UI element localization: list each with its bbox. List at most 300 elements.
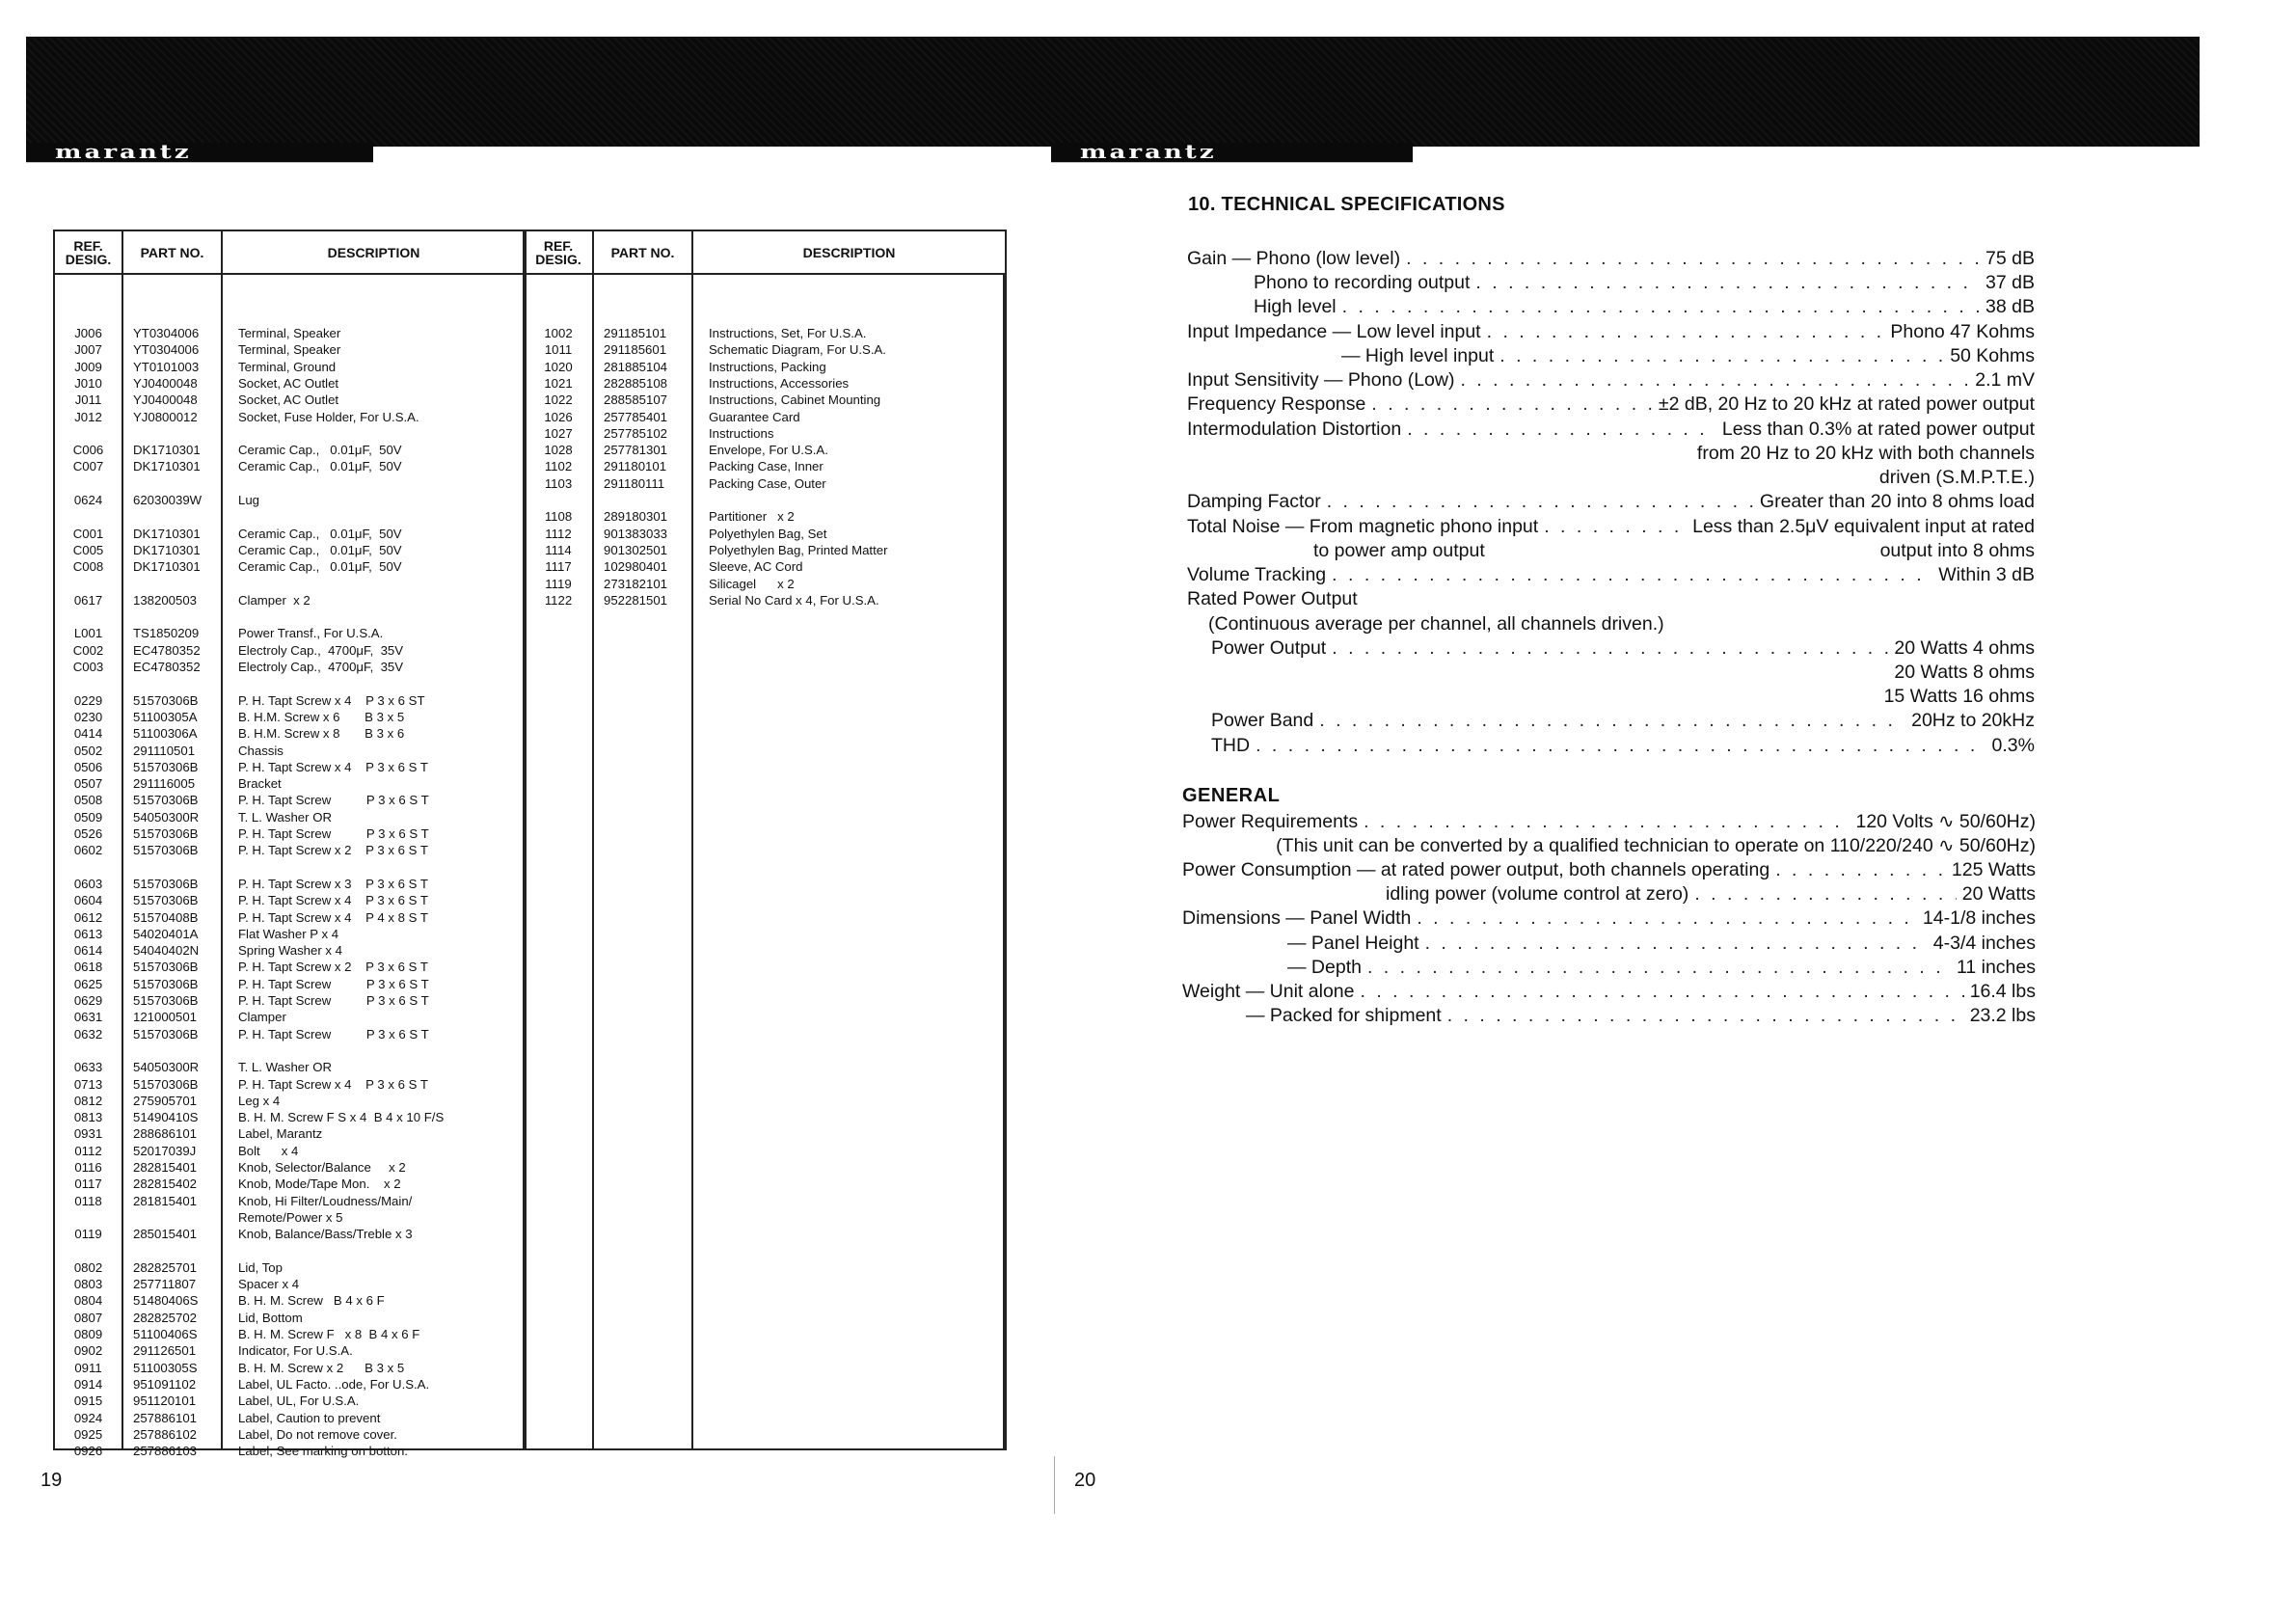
part-no-cell: EC4780352 xyxy=(133,642,201,658)
ref-desig-cell: 0112 xyxy=(74,1143,102,1158)
page-number-right: 20 xyxy=(1074,1470,1096,1491)
description-cell: P. H. Tapt Screw x 4 P 3 x 6 ST xyxy=(238,692,425,708)
description-cell: Instructions, Set, For U.S.A. xyxy=(709,326,867,340)
part-no-cell xyxy=(122,1042,221,1059)
ref-desig-cell: 0613 xyxy=(73,926,103,941)
ref-desig-cell: 0624 xyxy=(73,493,103,507)
ref-desig-cell: 0804 xyxy=(73,1293,103,1309)
part-no-cell: 282815402 xyxy=(133,1177,198,1192)
description-cell: Ceramic Cap., 0.01μF, 50V xyxy=(238,559,402,575)
ref-desig-cell: 1011 xyxy=(544,342,573,358)
table-row xyxy=(55,743,525,759)
part-no-cell: 901302501 xyxy=(604,542,668,557)
description-cell: Leg x 4 xyxy=(238,1093,281,1108)
description-cell: Ceramic Cap., 0.01μF, 50V xyxy=(238,443,402,458)
ref-desig-cell: 0931 xyxy=(73,1126,103,1142)
ref-desig-cell: 0914 xyxy=(73,1376,103,1392)
ref-desig-cell: 0614 xyxy=(73,943,103,959)
table-row xyxy=(525,542,1005,558)
description-cell: Instructions, Cabinet Mounting xyxy=(709,392,881,408)
table-body xyxy=(55,275,525,1459)
part-no-cell: 282815401 xyxy=(133,1160,198,1175)
description-cell: P. H. Tapt Screw x 3 P 3 x 6 S T xyxy=(238,876,428,891)
part-no-cell: 275905701 xyxy=(133,1093,198,1108)
table-row xyxy=(55,341,525,358)
ref-desig-cell: 0902 xyxy=(73,1343,103,1359)
spec-line: — Panel Height . . . 4-3/4 inches xyxy=(1287,932,2036,956)
part-no-cell: 257886103 xyxy=(133,1444,198,1459)
description-cell: Packing Case, Inner xyxy=(709,459,824,474)
part-no-cell: 291180111 xyxy=(604,475,665,491)
table-row xyxy=(55,458,525,474)
table-row xyxy=(55,1342,525,1359)
description-cell: Sleeve, AC Cord xyxy=(709,559,803,575)
description-cell: Electroly Cap., 4700μF, 35V xyxy=(238,660,404,674)
table-body xyxy=(525,275,1005,1448)
part-no-cell: 291116005 xyxy=(133,776,196,792)
table-row xyxy=(55,825,525,842)
description-cell xyxy=(691,492,1005,508)
part-no-cell: 51570408B xyxy=(133,909,199,925)
ref-desig-cell: J007 xyxy=(74,342,102,358)
ref-desig-cell xyxy=(525,492,592,508)
table-row xyxy=(525,475,1005,492)
ref-desig-cell: C002 xyxy=(72,642,104,658)
table-row xyxy=(55,725,525,742)
part-no-cell: 54050300R xyxy=(133,809,200,825)
header-part-no: PART NO. xyxy=(123,231,223,273)
table-row xyxy=(55,576,525,592)
ref-desig-cell: 0230 xyxy=(73,709,103,724)
part-no-cell: 288585107 xyxy=(604,392,668,408)
table-row xyxy=(525,359,1005,375)
description-cell: B. H. M. Screw x 2 B 3 x 5 xyxy=(238,1360,405,1375)
table-row xyxy=(55,609,525,625)
table-row xyxy=(55,1360,525,1376)
ref-desig-cell xyxy=(55,1209,122,1226)
description-cell: T. L. Washer OR xyxy=(238,1060,332,1075)
ref-desig-cell: 0506 xyxy=(73,759,103,774)
spec-continuation: 20 Watts 8 ohms xyxy=(1894,662,2035,683)
description-cell: Socket, Fuse Holder, For U.S.A. xyxy=(238,409,419,424)
header-band xyxy=(26,37,2200,147)
description-cell: Lug xyxy=(238,493,260,507)
spec-line: Phono to recording output . . . 37 dB xyxy=(1254,271,2035,295)
description-cell: P. H. Tapt Screw x 4 P 4 x 8 S T xyxy=(238,909,428,925)
part-no-cell: YT0304006 xyxy=(133,342,200,358)
ref-desig-cell: J012 xyxy=(74,409,102,424)
ref-desig-cell: 0502 xyxy=(73,743,103,758)
spec-line: Power Output . . . 20 Watts 4 ohms xyxy=(1211,636,2035,661)
part-no-cell: 51100306A xyxy=(133,726,198,742)
part-no-cell: 51570306B xyxy=(133,893,199,908)
table-row xyxy=(55,325,525,341)
part-no-cell xyxy=(122,1243,221,1259)
part-no-cell: 281885104 xyxy=(604,359,668,374)
part-no-cell: 282885108 xyxy=(604,375,668,391)
table-row xyxy=(55,1259,525,1276)
table-row xyxy=(55,709,525,725)
table-row xyxy=(525,592,1005,609)
ref-desig-cell xyxy=(55,609,122,625)
ref-desig-cell: 0119 xyxy=(74,1227,102,1242)
table-row xyxy=(55,926,525,942)
spec-line: — Depth . . . 11 inches xyxy=(1287,956,2036,980)
part-no-cell: 951091102 xyxy=(133,1376,197,1392)
part-no-cell: 51100305A xyxy=(133,709,198,724)
ref-desig-cell: 0915 xyxy=(73,1393,103,1409)
table-row xyxy=(55,1410,525,1426)
ref-desig-cell: 0118 xyxy=(74,1193,102,1208)
part-no-cell: DK1710301 xyxy=(133,526,201,541)
table-row xyxy=(55,475,525,492)
table-row xyxy=(55,909,525,926)
description-cell: P. H. Tapt Screw P 3 x 6 S T xyxy=(238,993,429,1008)
part-no-cell: 51570306B xyxy=(133,759,199,774)
table-row xyxy=(525,508,1005,525)
spec-continuation: output into 8 ohms xyxy=(1879,540,2035,561)
description-cell: Flat Washer P x 4 xyxy=(238,926,339,941)
description-cell: Polyethylen Bag, Set xyxy=(709,526,827,541)
ref-desig-cell: C001 xyxy=(72,526,104,541)
table-row xyxy=(55,659,525,675)
part-no-cell xyxy=(122,1209,221,1226)
description-cell: Socket, AC Outlet xyxy=(238,392,339,408)
table-row xyxy=(55,1026,525,1042)
description-cell: Ceramic Cap., 0.01μF, 50V xyxy=(238,542,402,557)
ref-desig-cell: 0812 xyxy=(73,1093,103,1108)
spec-line: — High level input . . . 50 Kohms xyxy=(1341,344,2035,368)
table-row xyxy=(55,892,525,908)
part-no-cell: YJ0400048 xyxy=(133,375,198,391)
table-row xyxy=(55,976,525,992)
part-no-cell: 54050300R xyxy=(133,1060,200,1075)
ref-desig-cell xyxy=(55,1042,122,1059)
description-cell: Remote/Power x 5 xyxy=(238,1209,343,1225)
description-cell: Knob, Balance/Bass/Treble x 3 xyxy=(238,1227,413,1242)
table-row xyxy=(525,558,1005,575)
table-row xyxy=(55,675,525,691)
table-row xyxy=(55,375,525,392)
part-no-cell: 291126501 xyxy=(133,1343,197,1359)
description-cell: Bolt x 4 xyxy=(238,1143,299,1158)
description-cell xyxy=(221,675,525,691)
part-no-cell xyxy=(122,425,221,442)
ref-desig-cell: 0713 xyxy=(73,1076,103,1092)
header-description: DESCRIPTION xyxy=(802,244,896,260)
part-no-cell xyxy=(122,859,221,876)
description-cell: Label, Marantz xyxy=(238,1126,323,1142)
table-row xyxy=(55,1426,525,1443)
spec-line: Damping Factor . . . Greater than 20 into 8 ohms load xyxy=(1187,490,2035,514)
table-row xyxy=(55,775,525,792)
ref-desig-cell: 1020 xyxy=(544,359,573,374)
part-no-cell: 51480406S xyxy=(133,1293,199,1309)
marantz-logo-right: marantz xyxy=(1051,143,1413,162)
ref-desig-cell: 1103 xyxy=(544,475,573,491)
spec-line: Dimensions — Panel Width . . . 14-1/8 inches xyxy=(1182,906,2036,931)
table-row xyxy=(55,1059,525,1075)
part-no-cell: 121000501 xyxy=(133,1010,198,1025)
ref-desig-cell: 1026 xyxy=(544,409,573,424)
description-cell: Lid, Top xyxy=(238,1259,283,1275)
table-row xyxy=(55,1393,525,1409)
spec-note: (Continuous average per channel, all channels driven.) xyxy=(1208,613,1664,635)
parts-table-right xyxy=(523,230,1007,1450)
description-cell: B. H. M. Screw B 4 x 6 F xyxy=(238,1293,385,1309)
part-no-cell: 51570306B xyxy=(133,976,199,991)
ref-desig-cell: 1112 xyxy=(545,526,572,541)
table-row xyxy=(525,392,1005,408)
table-row xyxy=(55,625,525,641)
ref-desig-cell: 0807 xyxy=(73,1310,103,1325)
description-cell: Label, UL Facto. ..ode, For U.S.A. xyxy=(238,1376,430,1392)
ref-desig-cell: 0604 xyxy=(73,893,103,908)
description-cell: Silicagel x 2 xyxy=(709,576,795,591)
part-no-cell: 51100406S xyxy=(133,1327,198,1341)
ref-desig-cell: 1028 xyxy=(544,443,573,458)
description-cell: Label, Do not remove cover. xyxy=(238,1426,397,1442)
description-cell: Guarantee Card xyxy=(709,409,800,424)
part-no-cell: 257711807 xyxy=(133,1277,197,1292)
part-no-cell: 291180101 xyxy=(604,459,667,474)
part-no-cell: EC4780352 xyxy=(133,660,201,674)
description-cell: Instructions, Packing xyxy=(709,359,826,374)
ref-desig-cell: 0507 xyxy=(73,776,103,792)
ref-desig-cell: 1114 xyxy=(545,542,572,557)
description-cell xyxy=(221,609,525,625)
table-row xyxy=(55,526,525,542)
ref-desig-cell: J006 xyxy=(74,326,102,340)
part-no-cell: YJ0800012 xyxy=(133,409,198,424)
part-no-cell: YT0304006 xyxy=(133,326,200,340)
table-row xyxy=(55,1042,525,1059)
table-row xyxy=(55,809,525,825)
table-row xyxy=(525,442,1005,458)
description-cell: B. H. M. Screw F x 8 B 4 x 6 F xyxy=(238,1327,420,1341)
part-no-cell: 951120101 xyxy=(133,1393,197,1409)
table-row xyxy=(55,1209,525,1226)
description-cell: Schematic Diagram, For U.S.A. xyxy=(709,342,886,358)
ref-desig-cell: 0631 xyxy=(73,1010,103,1025)
ref-desig-cell: 1002 xyxy=(544,326,573,340)
table-row xyxy=(55,1125,525,1142)
table-row xyxy=(55,842,525,858)
ref-desig-cell: 1021 xyxy=(544,375,573,391)
part-no-cell xyxy=(122,675,221,691)
description-cell: Envelope, For U.S.A. xyxy=(709,443,828,458)
table-row xyxy=(55,1193,525,1209)
description-cell: Socket, AC Outlet xyxy=(238,375,339,391)
table-row xyxy=(525,425,1005,442)
part-no-cell: 257886102 xyxy=(133,1426,198,1442)
part-no-cell: 138200503 xyxy=(133,592,198,608)
table-row xyxy=(525,375,1005,392)
table-row xyxy=(55,1443,525,1459)
description-cell: Polyethylen Bag, Printed Matter xyxy=(709,542,888,557)
ref-desig-cell: 0117 xyxy=(74,1177,102,1192)
table-row xyxy=(55,492,525,508)
spec-line: Total Noise — From magnetic phono input . . . Less than 2.5μV equivalent input at rated xyxy=(1187,515,2035,539)
part-no-cell: 51570306B xyxy=(133,843,199,858)
spec-line: Power Band . . . 20Hz to 20kHz xyxy=(1211,709,2035,733)
part-no-cell: 285015401 xyxy=(133,1227,198,1242)
table-row xyxy=(525,325,1005,341)
table-row xyxy=(525,492,1005,508)
part-no-cell: TS1850209 xyxy=(133,626,200,641)
part-no-cell: 257886101 xyxy=(133,1410,198,1425)
parts-table-left xyxy=(53,230,527,1459)
description-cell: Packing Case, Outer xyxy=(709,475,826,491)
description-cell xyxy=(221,1042,525,1059)
part-no-cell: DK1710301 xyxy=(133,459,201,474)
description-cell xyxy=(221,475,525,492)
part-no-cell: 273182101 xyxy=(604,576,668,591)
part-no-cell: 62030039W xyxy=(133,493,203,507)
ref-desig-cell: 0925 xyxy=(73,1426,103,1442)
table-row xyxy=(55,1093,525,1109)
description-cell: Instructions, Accessories xyxy=(709,375,850,391)
part-no-cell: 51570306B xyxy=(133,876,199,891)
part-no-cell xyxy=(592,492,691,508)
ref-desig-cell: J009 xyxy=(74,359,102,374)
part-no-cell: 51570306B xyxy=(133,1026,199,1041)
part-no-cell: 51570306B xyxy=(133,793,199,808)
part-no-cell: 291185101 xyxy=(604,326,667,340)
description-cell: Terminal, Ground xyxy=(238,359,337,374)
description-cell: Knob, Hi Filter/Loudness/Main/ xyxy=(238,1193,413,1208)
description-cell: Label, See marking on botton. xyxy=(238,1444,408,1459)
part-no-cell: 51570306B xyxy=(133,826,199,841)
ref-desig-cell: J010 xyxy=(74,375,102,391)
table-row xyxy=(55,942,525,959)
table-row xyxy=(55,1226,525,1242)
table-row xyxy=(55,1276,525,1292)
table-header xyxy=(55,231,525,275)
description-cell: P. H. Tapt Screw x 4 P 3 x 6 S T xyxy=(238,1076,428,1092)
part-no-cell: YJ0400048 xyxy=(133,392,198,408)
table-row xyxy=(525,458,1005,474)
description-cell: Power Transf., For U.S.A. xyxy=(238,626,384,641)
ref-desig-cell xyxy=(55,508,122,525)
part-no-cell: 289180301 xyxy=(604,509,668,525)
ref-desig-cell: 0809 xyxy=(73,1327,103,1341)
description-cell: P. H. Tapt Screw x 4 P 3 x 6 S T xyxy=(238,893,428,908)
part-no-cell: 282825701 xyxy=(133,1259,198,1275)
table-row xyxy=(525,576,1005,592)
part-no-cell: 51490410S xyxy=(133,1110,199,1125)
spec-line: THD . . . 0.3% xyxy=(1211,734,2035,758)
table-row xyxy=(55,692,525,709)
table-row xyxy=(525,526,1005,542)
spec-line: High level . . . 38 dB xyxy=(1254,295,2035,319)
part-no-cell: 291185601 xyxy=(604,342,667,358)
ref-desig-cell: 0802 xyxy=(73,1259,103,1275)
description-cell: Instructions xyxy=(709,425,774,441)
part-no-cell: YT0101003 xyxy=(133,359,200,374)
part-no-cell: DK1710301 xyxy=(133,443,201,458)
part-no-cell: 282825702 xyxy=(133,1310,198,1325)
ref-desig-cell: 0508 xyxy=(73,793,103,808)
table-row xyxy=(55,1159,525,1176)
table-row xyxy=(55,425,525,442)
table-row xyxy=(55,1109,525,1125)
description-cell: Ceramic Cap., 0.01μF, 50V xyxy=(238,526,402,541)
part-no-cell: DK1710301 xyxy=(133,542,201,557)
table-row xyxy=(55,359,525,375)
description-cell: P. H. Tapt Screw P 3 x 6 S T xyxy=(238,1026,429,1041)
table-row xyxy=(55,592,525,609)
ref-desig-cell: C006 xyxy=(72,443,104,458)
description-cell: Knob, Mode/Tape Mon. x 2 xyxy=(238,1177,401,1192)
part-no-cell: 54020401A xyxy=(133,926,199,941)
ref-desig-cell: 1119 xyxy=(545,576,572,591)
page-number-left: 19 xyxy=(41,1470,63,1491)
table-row xyxy=(55,1292,525,1309)
spec-line: Power Consumption — at rated power output, both channels operating . . . 125 Watts xyxy=(1182,858,2036,882)
ref-desig-cell: 0633 xyxy=(73,1060,103,1075)
ref-desig-cell: 0911 xyxy=(74,1360,102,1375)
description-cell: P. H. Tapt Screw x 2 P 3 x 6 S T xyxy=(238,843,428,858)
ref-desig-cell: 0116 xyxy=(74,1160,102,1175)
table-row xyxy=(55,1009,525,1025)
ref-desig-cell: 0803 xyxy=(73,1277,103,1292)
table-row xyxy=(55,1243,525,1259)
page-divider xyxy=(1054,1456,1055,1514)
part-no-cell: 51570306B xyxy=(133,692,199,708)
ref-desig-cell: 1102 xyxy=(544,459,573,474)
part-no-cell: 51570306B xyxy=(133,993,199,1008)
part-no-cell: 291110501 xyxy=(133,743,196,758)
description-cell: Electroly Cap., 4700μF, 35V xyxy=(238,642,404,658)
description-cell: Lid, Bottom xyxy=(238,1310,303,1325)
table-row xyxy=(55,392,525,408)
table-row xyxy=(55,442,525,458)
part-no-cell: 51100305S xyxy=(133,1360,198,1375)
spec-line: Power Requirements . . . 120 Volts ∿ 50/60Hz) xyxy=(1182,810,2036,834)
description-cell: Terminal, Speaker xyxy=(238,326,341,340)
general-title: GENERAL xyxy=(1182,785,1281,806)
ref-desig-cell xyxy=(55,675,122,691)
ref-desig-cell: C005 xyxy=(72,542,104,557)
ref-desig-cell: 0618 xyxy=(73,960,103,975)
table-row xyxy=(55,876,525,892)
table-row xyxy=(55,1310,525,1326)
description-cell xyxy=(221,576,525,592)
spec-line: Weight — Unit alone . . . 16.4 lbs xyxy=(1182,980,2036,1004)
description-cell: Knob, Selector/Balance x 2 xyxy=(238,1160,406,1175)
spec-continuation: driven (S.M.P.T.E.) xyxy=(1878,467,2035,488)
ref-desig-cell: 0617 xyxy=(73,592,103,608)
ref-desig-cell xyxy=(55,576,122,592)
ref-desig-cell: 1022 xyxy=(544,392,573,408)
ref-desig-cell: 0625 xyxy=(73,976,103,991)
part-no-cell xyxy=(122,576,221,592)
ref-desig-cell xyxy=(55,1243,122,1259)
description-cell: Indicator, For U.S.A. xyxy=(238,1343,353,1359)
part-no-cell: 257781301 xyxy=(604,443,668,458)
ref-desig-cell: 0813 xyxy=(73,1110,103,1125)
table-row xyxy=(55,558,525,575)
table-row xyxy=(55,1076,525,1093)
part-no-cell: 901383033 xyxy=(604,526,668,541)
part-no-cell xyxy=(122,609,221,625)
part-no-cell xyxy=(122,475,221,492)
part-no-cell: 102980401 xyxy=(604,559,668,575)
description-cell: Terminal, Speaker xyxy=(238,342,341,358)
table-row xyxy=(55,1176,525,1192)
description-cell: T. L. Washer OR xyxy=(238,809,332,825)
